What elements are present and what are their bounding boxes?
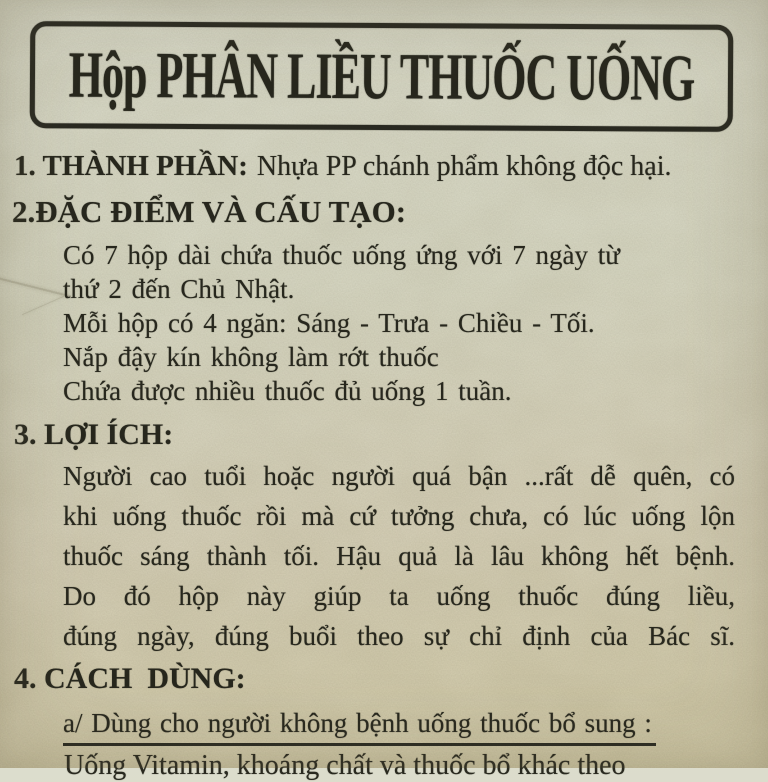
title-border-box (30, 21, 734, 132)
section-4-heading: 4. CÁCH DÙNG: (14, 662, 246, 695)
text-line: Mỗi hộp có 4 ngăn: Sáng - Trưa - Chiều - Tối. (63, 308, 595, 338)
section-thanh-phan (14, 150, 754, 183)
text-line: Nắp đậy kín không làm rớt thuốc (63, 342, 439, 372)
section-3-paragraph (63, 456, 735, 656)
text-line: thuốc sáng thành tối. Hậu quả là lâu không hết bệnh. (63, 541, 735, 571)
underlined-subheading: a/ Dùng cho người không bệnh uống thuốc bổ sung : (63, 708, 656, 746)
section-2-paragraph (63, 238, 744, 408)
text-line: thứ 2 đến Chủ Nhật. (63, 274, 295, 304)
section-3-heading: 3. LỢI ÍCH: (14, 418, 174, 451)
text-line: Do đó hộp này giúp ta uống thuốc đúng liều, (63, 581, 735, 611)
text-line: Người cao tuổi hoặc người quá bận ...rất dễ quên, có (63, 461, 735, 491)
text-line: đúng ngày, đúng buổi theo sự chỉ định của Bác sĩ. (63, 621, 735, 651)
text-line: Có 7 hộp dài chứa thuốc uống ứng với 7 ngày từ (63, 240, 620, 270)
paper-crease (0, 277, 71, 298)
text-line: Chứa được nhiều thuốc đủ uống 1 tuần. (63, 376, 512, 406)
paper-crease (22, 296, 64, 316)
section-4-subheading (63, 708, 656, 746)
section-2-heading: 2.ĐẶC ĐIỂM VÀ CẤU TẠO: (12, 194, 407, 229)
text-line: khi uống thuốc rồi mà cứ tưởng chưa, có lúc uống lộn (63, 501, 735, 531)
section-1-text: Nhựa PP chánh phẩm không độc hại. (256, 151, 672, 182)
section-1-heading: 1. THÀNH PHẦN: (14, 150, 248, 182)
text-line-clipped: Uống Vitamin, khoáng chất và thuốc bổ khác theo (64, 750, 626, 781)
page-title: Hộp PHÂN LIỀU THUỐC UỐNG (68, 38, 695, 115)
